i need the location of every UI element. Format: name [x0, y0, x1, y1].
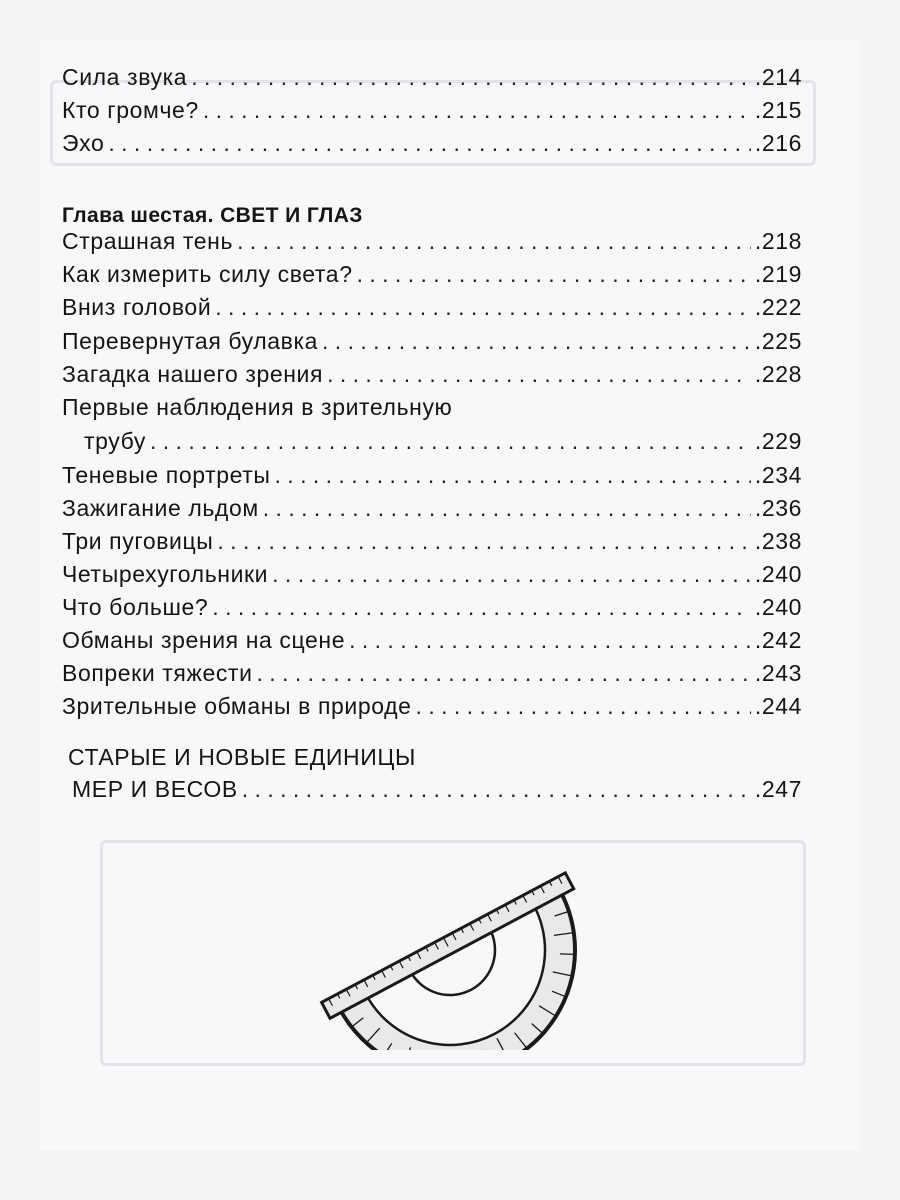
toc-entry-title: Вопреки тяжести: [62, 660, 253, 686]
toc-entry-title: Страшная тень: [62, 228, 234, 254]
toc-entry: [62, 462, 802, 494]
toc-entry-page: .234: [754, 462, 802, 488]
toc-entry: [62, 594, 802, 626]
toc-entry-page: .214: [754, 64, 802, 90]
toc-entry: [62, 130, 802, 162]
toc-entry-title-line2: трубу: [84, 428, 146, 454]
toc-entry-page: .219: [754, 261, 802, 287]
dot-leader: [203, 97, 751, 124]
toc-entry-title: Что больше?: [62, 594, 209, 620]
toc-entry: [62, 627, 802, 659]
dot-leader: [272, 561, 751, 588]
toc-entry: [62, 561, 802, 593]
toc-entry-page: .236: [754, 495, 802, 521]
toc-entry-title: Обманы зрения на сцене: [62, 627, 346, 653]
toc-entry-title: Четырехугольники: [62, 561, 269, 587]
toc-entry-page: .228: [754, 361, 802, 387]
dot-leader: [191, 64, 751, 91]
toc-entry-page: .222: [754, 294, 802, 320]
dot-leader: [275, 462, 751, 489]
toc-entry-title: Вниз головой: [62, 294, 212, 320]
toc-entry-title-line1: Первые наблюдения в зрительную: [62, 394, 453, 420]
toc-entry-page: .243: [754, 660, 802, 686]
toc-entry-title: Загадка нашего зрения: [62, 361, 324, 387]
toc-entry-page: .247: [754, 776, 802, 802]
toc-entry-title: Эхо: [62, 130, 105, 156]
dot-leader: [150, 428, 751, 455]
dot-leader: [349, 627, 751, 654]
toc-entry: [62, 528, 802, 560]
toc-entry-page: .218: [754, 228, 802, 254]
toc-entry: [62, 660, 802, 692]
toc-entry: [62, 228, 802, 260]
dot-leader: [257, 660, 751, 687]
toc-entry-page: .244: [754, 693, 802, 719]
toc-entry-title: Сила звука: [62, 64, 188, 90]
toc-entry: [62, 328, 802, 360]
dot-leader: [263, 495, 751, 522]
toc-entry-page: .225: [754, 328, 802, 354]
toc-entry-title: Как измерить силу света?: [62, 261, 353, 287]
toc-entry: [62, 261, 802, 293]
dot-leader: [217, 528, 750, 555]
dot-leader: [108, 130, 750, 157]
toc-entry-page: .229: [754, 428, 802, 454]
dot-leader: [212, 594, 751, 621]
dot-leader: [322, 328, 751, 355]
toc-entry: [72, 776, 802, 808]
toc-entry-page: .240: [754, 561, 802, 587]
toc-entry: [62, 361, 802, 393]
toc-entry-title: Три пуговицы: [62, 528, 214, 554]
dot-leader: [327, 361, 751, 388]
toc-entry: [62, 693, 802, 725]
appendix-title-line2: МЕР И ВЕСОВ: [72, 776, 238, 802]
toc-entry: [62, 294, 802, 326]
toc-entry-page: .240: [754, 594, 802, 620]
dot-leader: [242, 776, 751, 803]
dot-leader: [416, 693, 751, 720]
toc-entry: [62, 495, 802, 527]
dot-leader: [357, 261, 751, 288]
toc-entry-title: Зажигание льдом: [62, 495, 259, 521]
toc-entry: [62, 64, 802, 96]
protractor-icon: [300, 850, 600, 1050]
chapter-heading: Глава шестая. СВЕТ И ГЛАЗ: [62, 204, 363, 227]
toc-entry-title: Кто громче?: [62, 97, 199, 123]
appendix-title-line1: СТАРЫЕ И НОВЫЕ ЕДИНИЦЫ: [68, 744, 416, 770]
toc-entry: [84, 428, 802, 460]
toc-entry-page: .242: [754, 627, 802, 653]
dot-leader: [237, 228, 751, 255]
toc-entry-page: .216: [754, 130, 802, 156]
toc-entry-page: .238: [754, 528, 802, 554]
toc-entry-page: .215: [754, 97, 802, 123]
dot-leader: [215, 294, 751, 321]
toc-entry-title: Зрительные обманы в природе: [62, 693, 412, 719]
toc-entry-title: Перевернутая булавка: [62, 328, 319, 354]
toc-entry-title: Теневые портреты: [62, 462, 271, 488]
toc-entry: [62, 97, 802, 129]
